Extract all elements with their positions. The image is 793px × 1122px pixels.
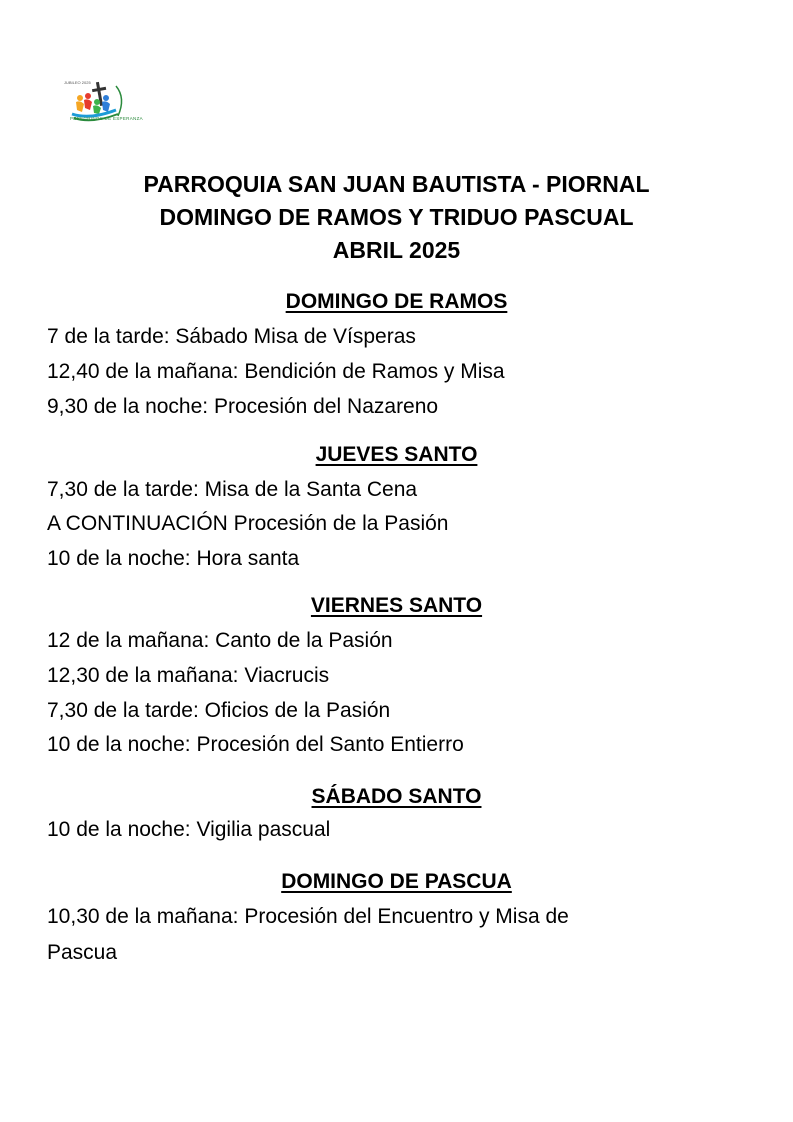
schedule-item: 12,40 de la mañana: Bendición de Ramos y Misa [47,360,505,383]
date-title: ABRIL 2025 [332,237,461,263]
schedule-item: 10 de la noche: Procesión del Santo Entierro [47,733,464,756]
parish-title: PARROQUIA SAN JUAN BAUTISTA - PIORNAL [143,171,650,197]
jubilee-logo-graphic [60,76,136,136]
schedule-item: 10,30 de la mañana: Procesión del Encuentro y Misa de [47,905,569,928]
schedule-item: 12,30 de la mañana: Viacrucis [47,664,330,687]
section-title-viernes-santo: VIERNES SANTO [310,594,483,617]
jubilee-logo [60,76,143,136]
schedule-item: 9,30 de la noche: Procesión del Nazareno [47,395,439,418]
schedule-item: 7,30 de la tarde: Misa de la Santa Cena [47,478,418,501]
schedule-item: 12 de la mañana: Canto de la Pasión [47,629,393,652]
schedule-item: 7,30 de la tarde: Oficios de la Pasión [47,699,391,722]
section-title-sabado-santo: SÁBADO SANTO [311,785,482,808]
logo-motto-text: PEREGRINOS DE ESPERANZA [70,116,143,121]
schedule-item: 10 de la noche: Vigilia pascual [47,818,331,841]
schedule-item: 10 de la noche: Hora santa [47,547,300,570]
document-header [0,168,793,267]
schedule-item: A CONTINUACIÓN Procesión de la Pasión [47,512,449,535]
section-title-jueves-santo: JUEVES SANTO [315,443,478,466]
section-title-domingo-de-pascua: DOMINGO DE PASCUA [281,870,512,893]
schedule-item: Pascua [47,941,118,964]
logo-year-text: JUBILEO 2025 [64,80,91,85]
schedule-item: 7 de la tarde: Sábado Misa de Vísperas [47,325,416,348]
event-title: DOMINGO DE RAMOS Y TRIDUO PASCUAL [159,204,634,230]
section-title-domingo-de-ramos: DOMINGO DE RAMOS [285,290,508,313]
